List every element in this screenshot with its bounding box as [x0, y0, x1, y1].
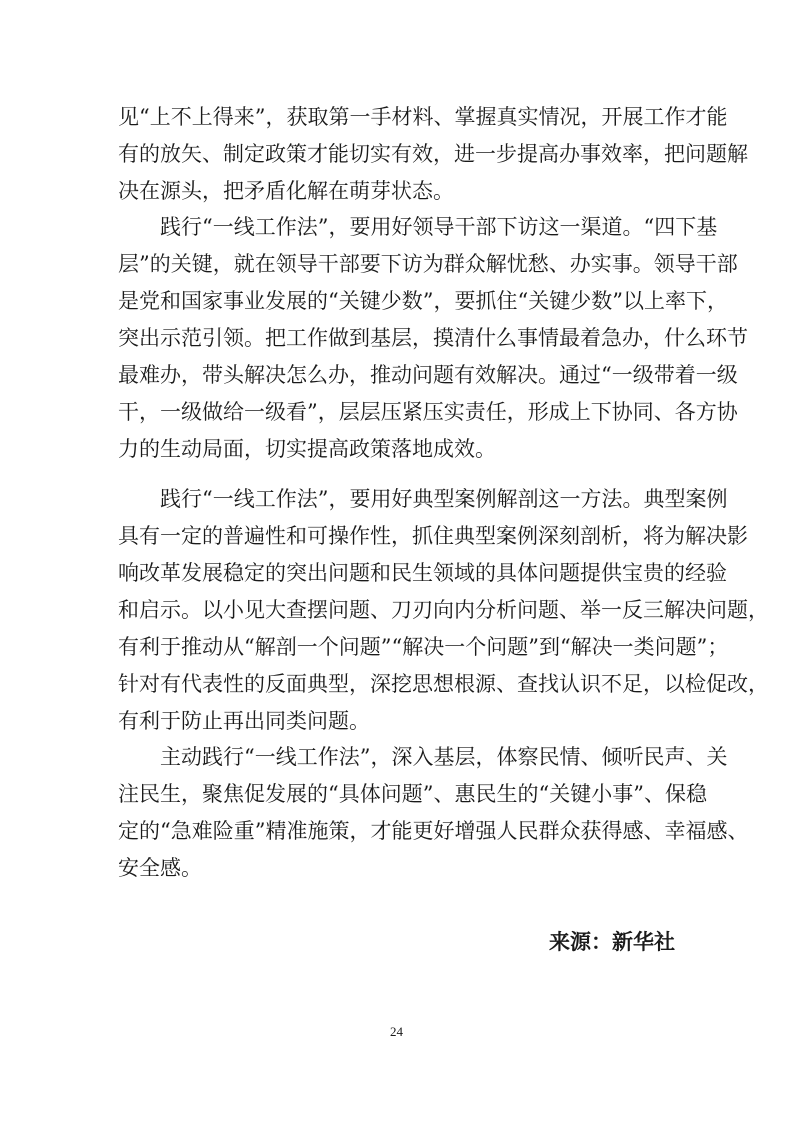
body-text-line: 最难办，带头解决怎么办，推动问题有效解决。通过“一级带着一级 [118, 363, 738, 387]
body-text-line: 干，一级做给一级看”，层层压紧压实责任，形成上下协同、各方协 [118, 400, 738, 424]
page-number: 24 [390, 1024, 403, 1039]
body-text-line: 和启示。以小见大查摆问题、刀刃向内分析问题、举一反三解决问题， [118, 598, 769, 622]
body-text-line: 层”的关键，就在领导干部要下访为群众解忧愁、办实事。领导干部 [118, 252, 738, 276]
body-text-line: 有的放矢、制定政策才能切实有效，进一步提高办事效率，把问题解 [118, 142, 748, 166]
body-text-line: 践行“一线工作法”，要用好领导干部下访这一渠道。“四下基 [160, 215, 718, 239]
body-text-line: 力的生动局面，切实提高政策落地成效。 [118, 437, 496, 461]
source-attribution: 来源：新华社 [549, 929, 675, 954]
body-text-line: 决在源头，把矛盾化解在萌芽状态。 [118, 179, 454, 203]
body-text-line: 定的“急难险重”精准施策，才能更好增强人民群众获得感、幸福感、 [118, 819, 749, 843]
body-text-line: 主动践行“一线工作法”，深入基层，体察民情、倾听民声、关 [160, 745, 728, 769]
body-text-line: 注民生，聚焦促发展的“具体问题”、惠民生的“关键小事”、保稳 [118, 782, 707, 806]
body-text-line: 突出示范引领。把工作做到基层，摸清什么事情最着急办，什么环节 [118, 326, 748, 350]
body-text-line: 具有一定的普遍性和可操作性，抓住典型案例深刻剖析，将为解决影 [118, 524, 748, 548]
body-text-line: 是党和国家事业发展的“关键少数”，要抓住“关键少数”以上率下， [118, 289, 728, 313]
body-text-line: 有利于推动从“解剖一个问题”“解决一个问题”到“解决一类问题”； [118, 635, 729, 659]
body-text-line: 见“上不上得来”，获取第一手材料、掌握真实情况，开展工作才能 [118, 105, 728, 129]
body-text-line: 响改革发展稳定的突出问题和民生领域的具体问题提供宝贵的经验 [118, 561, 727, 585]
body-text-line: 针对有代表性的反面典型，深挖思想根源、查找认识不足，以检促改， [118, 672, 769, 696]
body-text-line: 安全感。 [118, 856, 202, 880]
body-text-line: 有利于防止再出同类问题。 [118, 709, 370, 733]
body-text-line: 践行“一线工作法”，要用好典型案例解剖这一方法。典型案例 [160, 487, 728, 511]
